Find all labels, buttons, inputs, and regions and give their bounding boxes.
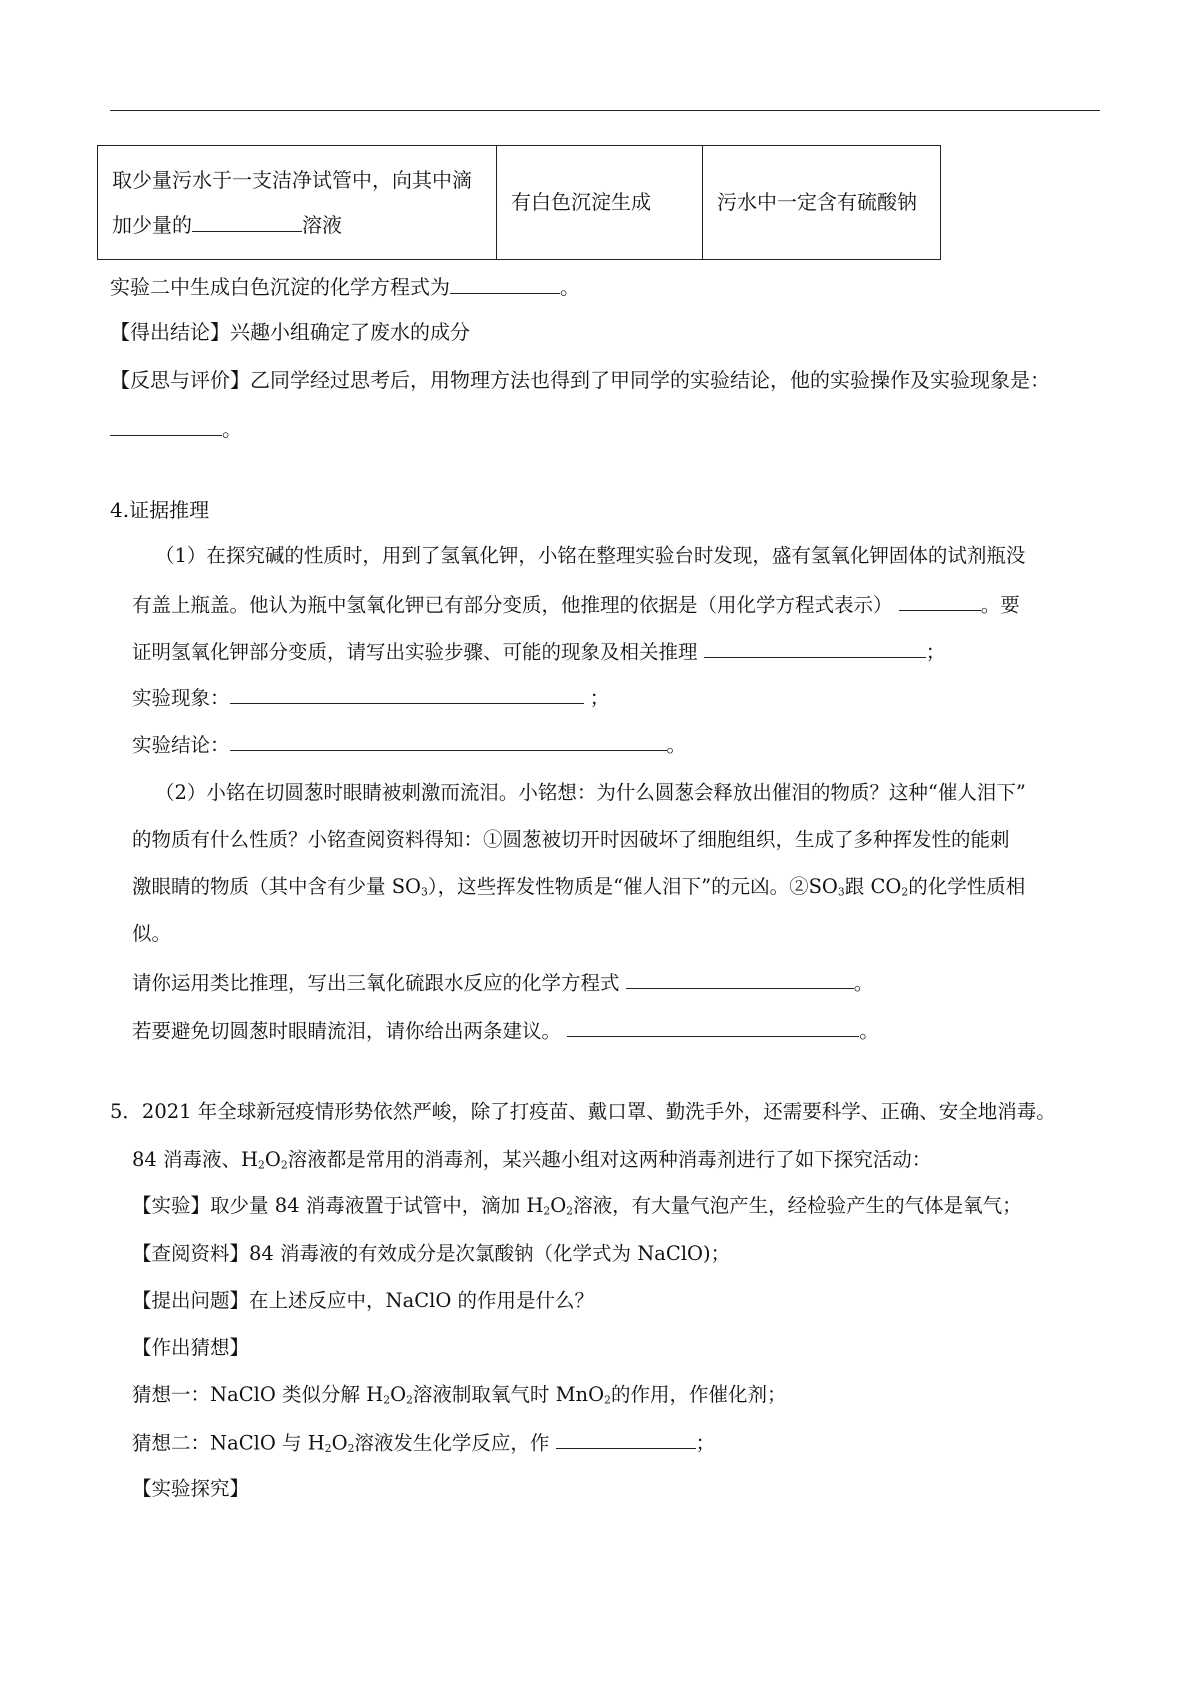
- q5-line-4: 【查阅资料】84 消毒液的有效成分是次氯酸钠（化学式为 NaClO)；: [132, 1242, 731, 1265]
- q4-phenomenon: 实验现象： ；: [132, 683, 609, 712]
- q5-line-3: 【实验】取少量 84 消毒液置于试管中，滴加 $H_2O_2$溶液，有大量气泡产生，经检验产生的气体是氧气；: [132, 1194, 1022, 1218]
- q5-line-8: 猜想二：NaClO 与 $H_2O_2$溶液发生化学反应，作 ；: [132, 1428, 715, 1457]
- q4-p2-line-1: （2）小铭在切圆葱时眼睛被刺激而流泪。小铭想：为什么圆葱会释放出催泪的物质？这种“催人泪下”: [155, 781, 1026, 804]
- fill-blank[interactable]: [230, 730, 667, 751]
- q4-p2-line-5: 请你运用类比推理，写出三氧化硫跟水反应的化学方程式 。: [132, 968, 873, 997]
- operation-line-1: 取少量污水于一支洁净试管中，向其中滴: [112, 167, 472, 192]
- q5-line-9: 【实验探究】: [132, 1477, 250, 1500]
- conclusion-text: 【得出结论】兴趣小组确定了废水的成分: [110, 320, 470, 344]
- fill-blank[interactable]: [704, 637, 926, 658]
- operation-line-2: 加少量的 溶液: [112, 203, 482, 248]
- question-4-title: 4.证据推理: [110, 498, 210, 522]
- fill-blank[interactable]: [110, 414, 222, 436]
- q5-line-7: 猜想一：NaClO 类似分解 $H_2O_2$溶液制取氧气时 MnO$_2$的作用，作催化剂；: [132, 1383, 787, 1407]
- q4-p1-line-3: 证明氢氧化钾部分变质，请写出实验步骤、可能的现象及相关推理 ；: [132, 637, 945, 666]
- table-cell-conclusion: 污水中一定含有硫酸钠: [703, 146, 941, 260]
- fill-blank[interactable]: [556, 1428, 696, 1449]
- q5-line-1: 5．2021 年全球新冠疫情形势依然严峻，除了打疫苗、戴口罩、勤洗手外，还需要科学、正确、安全地消毒。: [110, 1100, 1056, 1123]
- fill-blank[interactable]: [450, 272, 560, 294]
- q4-p2-line-6: 若要避免切圆葱时眼睛流泪，请你给出两条建议。 。: [132, 1016, 879, 1045]
- reflection-answer: 。: [110, 414, 242, 443]
- q4-p2-line-4: 似。: [132, 922, 172, 945]
- fill-blank[interactable]: [192, 210, 302, 232]
- fill-blank[interactable]: [230, 683, 584, 704]
- q5-line-2: 84 消毒液、$H_2O_2$溶液都是常用的消毒剂，某兴趣小组对这两种消毒剂进行了如下探究活动：: [132, 1148, 932, 1172]
- reflection-text: 【反思与评价】乙同学经过思考后，用物理方法也得到了甲同学的实验结论，他的实验操作及实验现象是：: [110, 368, 1050, 392]
- q4-p2-line-2: 的物质有什么性质？小铭查阅资料得知：①圆葱被切开时因破坏了细胞组织，生成了多种挥发性的能刺: [132, 828, 1010, 851]
- q4-p1-line-1: （1）在探究碱的性质时，用到了氢氧化钾，小铭在整理实验台时发现，盛有氢氧化钾固体的试剂瓶没: [155, 544, 1026, 567]
- q4-p1-line-2: 有盖上瓶盖。他认为瓶中氢氧化钾已有部分变质，他推理的依据是（用化学方程式表示） 。要: [132, 590, 1020, 619]
- experiment-table: [97, 145, 941, 260]
- q5-line-5: 【提出问题】在上述反应中，NaClO 的作用是什么？: [132, 1289, 595, 1312]
- fill-blank[interactable]: [567, 1016, 859, 1037]
- fill-blank[interactable]: [899, 590, 981, 611]
- equation-question: 实验二中生成白色沉淀的化学方程式为 。: [110, 272, 580, 301]
- header-rule: [110, 110, 1100, 111]
- table-cell-phenomenon: 有白色沉淀生成: [497, 146, 703, 260]
- q4-result: 实验结论： 。: [132, 730, 686, 759]
- q5-line-6: 【作出猜想】: [132, 1336, 250, 1359]
- fill-blank[interactable]: [626, 968, 854, 989]
- q4-p2-line-3: 激眼睛的物质（其中含有少量 $SO_3$），这些挥发性物质是“催人泪下”的元凶。$②SO_3$跟 $CO_2$的化学性质相: [132, 875, 1026, 899]
- table-row: [98, 146, 941, 260]
- table-cell-operation: [98, 146, 497, 260]
